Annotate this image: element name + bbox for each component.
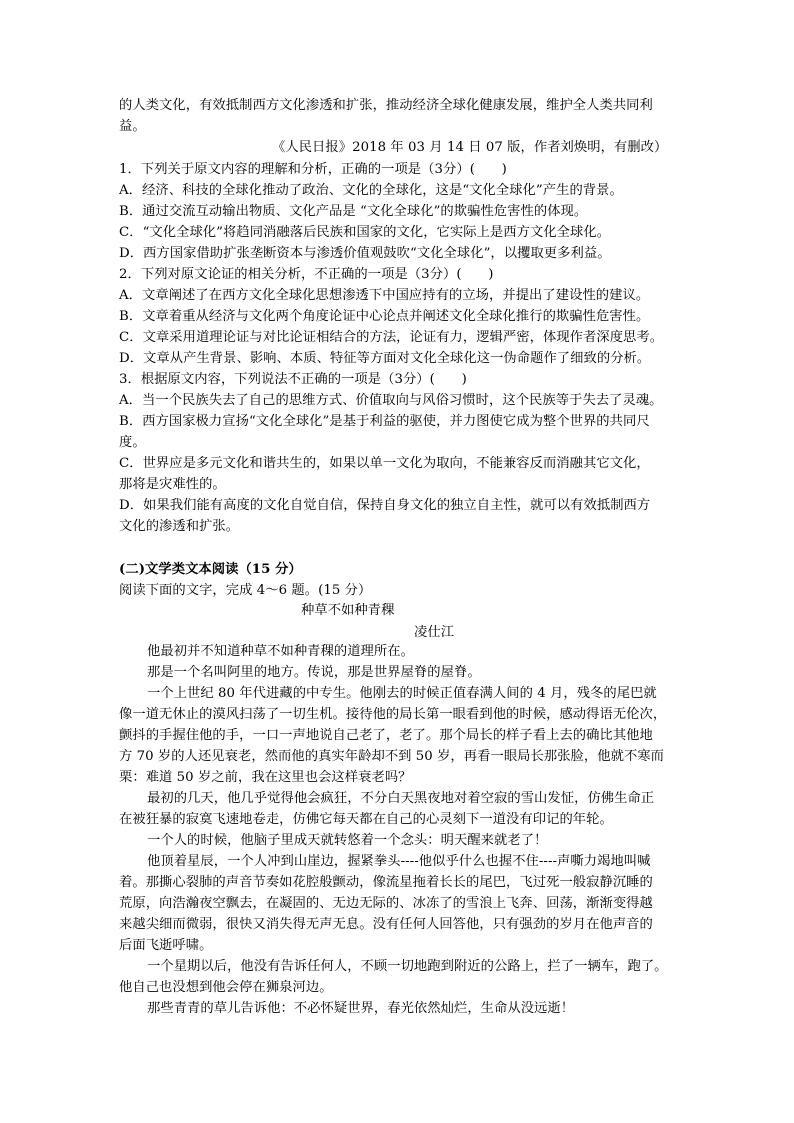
answer-option: C．文章采用道理论证与对比论证相结合的方法，论证有力，逻辑严密，体现作者深度思考。 bbox=[119, 330, 664, 345]
paragraph-line: 在被狂暴的寂寞飞速地卷走，仿佛它每天都在自己的心灵刻下一道没有印记的年轮。 bbox=[119, 812, 613, 827]
section-instruction: 阅读下面的文字，完成 4～6 题。(15 分） bbox=[119, 583, 372, 598]
answer-option: D．西方国家借助扩张垄断资本与渗透价值观鼓吹“文化全球化”，以攫取更多利益。 bbox=[119, 246, 611, 261]
question-stem: 3．根据原文内容，下列说法不正确的一项是（3分）( ) bbox=[119, 372, 467, 387]
question-stem: 2．下列对原文论证的相关分析，不正确的一项是（3分）( ) bbox=[119, 267, 494, 282]
answer-option-continuation: 那将是灾难性的。 bbox=[119, 477, 226, 492]
paragraph-line: 荒原，向浩瀚夜空飘去，在凝固的、无边无际的、冰冻了的雪浪上飞奔、回荡，渐渐变得越 bbox=[119, 896, 653, 911]
paragraph-line: 他顶着星辰，一个人冲到山崖边，握紧拳头----他似乎什么也握不住----声嘶力竭地叫喊 bbox=[147, 854, 651, 869]
paragraph-line: 那些青青的草儿告诉他：不必怀疑世界，春光依然灿烂，生命从没远逝！ bbox=[147, 1001, 575, 1016]
paragraph-line: 栗：难道 50 岁之前，我在这里也会这样衰老吗？ bbox=[119, 770, 412, 785]
paragraph-line: 一个上世纪 80 年代进藏的中专生。他刚去的时候正值春满人间的 4 月，残冬的尾巴就 bbox=[147, 686, 657, 701]
paragraph-line: 那是一个名叫阿里的地方。传说，那是世界屋脊的屋脊。 bbox=[147, 665, 481, 680]
passage-text-line: 的人类文化，有效抵制西方文化渗透和扩张，推动经济全球化健康发展，维护全人类共同利 bbox=[119, 98, 653, 113]
answer-option: D．如果我们能有高度的文化自觉自信，保持自身文化的独立自主性，就可以有效抵制西方 bbox=[119, 498, 651, 513]
paragraph-line: 颤抖的手握住他的手，一口一声地说自己老了，老了。那个局长的样子看上去的确比其他地 bbox=[119, 728, 653, 743]
story-title: 种草不如种青稞 bbox=[301, 603, 395, 618]
paragraph-line: 来越尖细而微弱，很快又消失得无声无息。没有任何人回答他，只有强劲的岁月在他声音的 bbox=[119, 917, 653, 932]
answer-option: A．文章阐述了在西方文化全球化思想渗透下中国应持有的立场，并提出了建设性的建议。 bbox=[119, 288, 650, 303]
paragraph-line: 方 70 岁的人还见衰老，然而他的真实年龄却不到 50 岁，再看一眼局长那张脸，他就不寒而 bbox=[119, 749, 664, 764]
answer-option: C．世界应是多元文化和谐共生的，如果以单一文化为取向，不能兼容反而消融其它文化， bbox=[119, 456, 650, 471]
paragraph-line: 一个星期以后，他没有告诉任何人，不顾一切地跑到附近的公路上，拦了一辆车，跑了。 bbox=[147, 959, 668, 974]
answer-option: B．西方国家极力宣扬“文化全球化”是基于利益的驱使，并力图使它成为整个世界的共同尺 bbox=[119, 414, 650, 429]
answer-option: C．“文化全球化”将趋同消融落后民族和国家的文化，它实际上是西方文化全球化。 bbox=[119, 225, 611, 240]
paragraph-line: 他最初并不知道种草不如种青稞的道理所在。 bbox=[147, 644, 414, 659]
paragraph-line: 像一道无休止的漠风扫荡了一切生机。接待他的局长第一眼看到他的时候，感动得语无伦次， bbox=[119, 707, 667, 722]
answer-option: B．通过交流互动输出物质、文化产品是 “文化全球化”的欺骗性危害性的体现。 bbox=[119, 204, 588, 219]
paragraph-line: 他自己也没想到他会停在狮泉河边。 bbox=[119, 980, 333, 995]
source-citation: 《人民日报》2018 年 03 月 14 日 07 版，作者刘焕明，有删改） bbox=[272, 140, 668, 155]
story-author: 凌仕江 bbox=[414, 625, 455, 640]
section-heading: (二)文学类文本阅读（15 分） bbox=[119, 562, 302, 577]
answer-option: A．当一个民族失去了自己的思维方式、价值取向与风俗习惯时，这个民族等于失去了灵魂。 bbox=[119, 393, 663, 408]
answer-option: D．文章从产生背景、影响、本质、特征等方面对文化全球化这一伪命题作了细致的分析。 bbox=[119, 351, 651, 366]
answer-option-continuation: 文化的渗透和扩张。 bbox=[119, 519, 240, 534]
paragraph-line: 最初的几天，他几乎觉得他会疯狂，不分白天黑夜地对着空寂的雪山发怔，仿佛生命正 bbox=[147, 791, 655, 806]
question-stem: 1．下列关于原文内容的理解和分析，正确的一项是（3分）( ) bbox=[119, 162, 507, 177]
passage-text-line: 益。 bbox=[119, 119, 146, 134]
paragraph-line: 一个人的时候，他脑子里成天就转悠着一个念头：明天醒来就老了！ bbox=[147, 833, 548, 848]
answer-option: B．文章着重从经济与文化两个角度论证中心论点并阐述文化全球化推行的欺骗性危害性。 bbox=[119, 309, 650, 324]
answer-option: A．经济、科技的全球化推动了政治、文化的全球化，这是“文化全球化”产生的背景。 bbox=[119, 183, 623, 198]
answer-option-continuation: 度。 bbox=[119, 435, 146, 450]
paragraph-line: 着。那撕心裂肺的声音节奏如花腔般颤动，像流星拖着长长的尾巴，飞过死一般寂静沉睡的 bbox=[119, 875, 653, 890]
paragraph-line: 后面飞逝呼啸。 bbox=[119, 938, 213, 953]
